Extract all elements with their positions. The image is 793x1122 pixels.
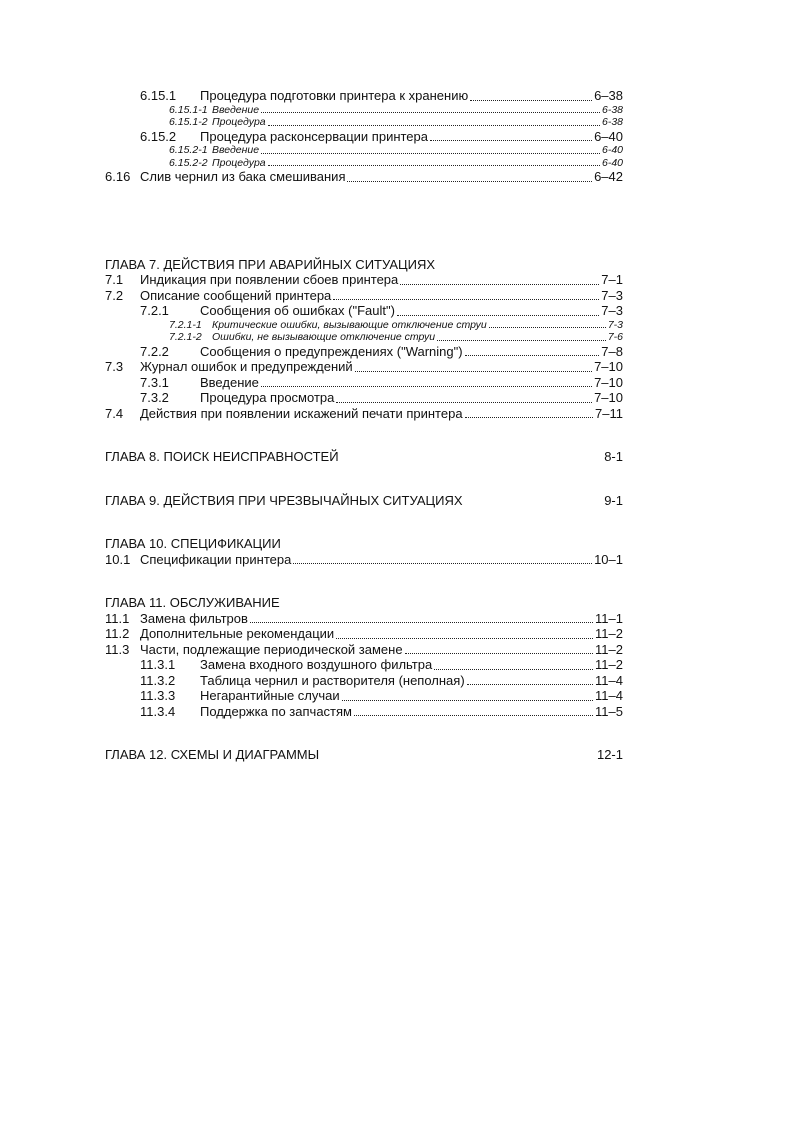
toc-entry-row	[105, 303, 623, 319]
dotted-leader	[467, 684, 593, 685]
toc-entry-title: Негарантийные случаи	[200, 688, 340, 703]
toc-entry-title: Действия при появлении искажений печати принтера	[140, 405, 463, 421]
toc-entry-row	[105, 169, 623, 185]
toc-entry-row	[105, 319, 623, 332]
toc-entry-number: 11.1	[105, 610, 130, 626]
toc-entry-page-number: 11–2	[595, 641, 623, 657]
dotted-leader	[470, 100, 592, 101]
toc-entry-page-number: 7–10	[594, 374, 623, 390]
toc-entry-page-number: 6-38	[601, 103, 623, 116]
toc-entry-title: Введение	[212, 103, 260, 116]
chapter-heading-title: ГЛАВА 7. ДЕЙСТВИЯ ПРИ АВАРИЙНЫХ СИТУАЦИЯХ	[105, 256, 436, 272]
toc-entry-row	[105, 144, 623, 157]
toc-entry-row	[105, 359, 623, 375]
toc-entry-title: Части, подлежащие периодической замене	[140, 641, 403, 657]
dotted-leader	[293, 563, 592, 564]
dotted-leader	[465, 417, 593, 418]
dotted-leader	[437, 340, 606, 341]
toc-entry-title: Критические ошибки, вызывающие отключение струи	[212, 318, 487, 331]
toc-entry-number: 7.2.2	[140, 343, 169, 359]
toc-entry-page-number: 11–2	[595, 657, 623, 672]
toc-entry-number: 11.2	[105, 626, 130, 641]
toc-entry-page-number: 7–11	[595, 405, 623, 421]
dotted-leader	[268, 125, 600, 126]
toc-entry-page-number: 7–3	[601, 303, 623, 318]
dotted-leader	[405, 653, 593, 654]
toc-entry-number: 11.3.4	[140, 703, 176, 719]
toc-entry-page-number: 7-3	[607, 318, 623, 331]
toc-entry-number: 7.2.1-2	[169, 331, 202, 343]
toc-entry-row	[105, 626, 623, 642]
dotted-leader	[333, 299, 599, 300]
toc-entry-title: Процедура расконсервации принтера	[200, 128, 429, 144]
toc-entry-page-number: 7-6	[607, 331, 623, 343]
toc-entry-title: Слив чернил из бака смешивания	[140, 169, 346, 184]
toc-entry-number: 7.4	[105, 405, 124, 421]
toc-entry-row	[105, 88, 623, 104]
toc-entry-row	[105, 104, 623, 117]
dotted-leader	[261, 153, 600, 154]
dotted-leader	[336, 402, 592, 403]
toc-entry-page-number: 12-1	[596, 747, 623, 762]
chapter-heading-title: ГЛАВА 11. ОБСЛУЖИВАНИЕ	[105, 595, 280, 610]
toc-entry-row	[105, 406, 623, 422]
toc-entry-page-number: 6–38	[594, 88, 623, 103]
toc-entry-row	[105, 642, 623, 658]
dotted-leader	[347, 181, 592, 182]
toc-entry-title: Поддержка по запчастям	[200, 703, 352, 719]
dotted-leader	[355, 371, 592, 372]
toc-entry-page-number: 7–3	[601, 287, 623, 303]
toc-entry-title: Журнал ошибок и предупреждений	[140, 359, 353, 374]
toc-entry-page-number: 8-1	[604, 449, 623, 464]
toc-entry-number: 7.3.1	[140, 374, 169, 390]
toc-entry-page-number: 11–1	[595, 610, 623, 626]
toc-entry-row	[105, 688, 623, 704]
toc-entry-title: Описание сообщений принтера	[140, 287, 332, 303]
toc-entry-row	[105, 552, 623, 568]
dotted-leader	[261, 386, 592, 387]
toc-entry-page-number: 6–40	[594, 128, 623, 144]
toc-entry-row	[105, 116, 623, 129]
dotted-leader	[250, 622, 593, 623]
toc-entry-page-number: 6-38	[601, 116, 623, 128]
toc-entry-page-number: 11–5	[595, 703, 623, 719]
toc-entry-number: 7.3	[105, 359, 124, 374]
toc-entry-page-number: 6-40	[601, 144, 623, 156]
toc-entry-title: Введение	[212, 144, 260, 156]
toc-entry-title: Дополнительные рекомендации	[140, 626, 335, 641]
toc-entry-page-number: 11–2	[595, 626, 623, 641]
dotted-leader	[430, 140, 592, 141]
toc-entry-page-number: 7–10	[594, 359, 623, 374]
toc-section	[105, 88, 623, 185]
toc-entry-title: Процедура	[212, 116, 266, 128]
toc-section	[105, 747, 623, 763]
dotted-leader	[489, 327, 606, 328]
toc-entry-row	[105, 272, 623, 288]
toc-entry-number: 7.2.1-1	[169, 318, 202, 331]
toc-entry-title: Спецификации принтера	[140, 551, 292, 567]
toc-section	[105, 595, 623, 719]
toc-entry-row	[105, 344, 623, 360]
toc-entry-number: 6.15.1-2	[169, 116, 208, 128]
toc-entry-row	[105, 157, 623, 170]
chapter-heading-row	[105, 449, 623, 465]
dotted-leader	[354, 715, 593, 716]
toc-entry-title: Таблица чернил и растворителя (неполная)	[200, 672, 465, 688]
toc-entry-number: 10.1	[105, 551, 131, 567]
toc-entry-row	[105, 129, 623, 145]
chapter-heading-title: ГЛАВА 8. ПОИСК НЕИСПРАВНОСТЕЙ	[105, 449, 339, 464]
toc-entry-title: Процедура подготовки принтера к хранению	[200, 88, 469, 103]
toc-entry-page-number: 7–8	[601, 343, 623, 359]
toc-entry-page-number: 7–10	[594, 390, 623, 405]
dotted-leader	[342, 700, 593, 701]
toc-entry-number: 7.1	[105, 272, 124, 287]
toc-entry-page-number: 7–1	[601, 272, 623, 287]
chapter-heading-row	[105, 257, 623, 273]
toc-entry-page-number: 6–42	[594, 169, 623, 184]
toc-entry-row	[105, 704, 623, 720]
toc-entry-number: 7.3.2	[140, 390, 169, 405]
toc-entry-page-number: 11–4	[595, 688, 623, 703]
toc-entry-title: Замена фильтров	[140, 610, 248, 626]
chapter-heading-title: ГЛАВА 12. СХЕМЫ И ДИАГРАММЫ	[105, 747, 320, 762]
dotted-leader	[400, 284, 599, 285]
toc-section	[105, 449, 623, 465]
toc-entry-row	[105, 657, 623, 673]
toc-entry-title: Замена входного воздушного фильтра	[200, 657, 433, 672]
toc-entry-page-number: 9-1	[604, 492, 623, 508]
toc-entry-number: 6.15.1	[140, 88, 177, 103]
toc-entry-page-number: 10–1	[594, 551, 623, 567]
toc-entry-number: 7.2.1	[140, 303, 169, 318]
toc-entry-row	[105, 390, 623, 406]
toc-entry-row	[105, 611, 623, 627]
toc-entry-number: 11.3	[105, 641, 130, 657]
toc-entry-number: 11.3.1	[140, 657, 176, 672]
toc-entry-number: 11.3.2	[140, 672, 176, 688]
toc-entry-row	[105, 331, 623, 344]
toc-section	[105, 257, 623, 422]
chapter-heading-row	[105, 493, 623, 509]
toc-entry-row	[105, 288, 623, 304]
toc-entry-title: Сообщения о предупреждениях ("Warning")	[200, 343, 463, 359]
chapter-heading-row	[105, 747, 623, 763]
chapter-heading-title: ГЛАВА 10. СПЕЦИФИКАЦИИ	[105, 536, 281, 551]
toc-entry-row	[105, 673, 623, 689]
dotted-leader	[336, 638, 593, 639]
toc-entry-number: 6.15.1-1	[169, 103, 208, 116]
chapter-heading-title: ГЛАВА 9. ДЕЙСТВИЯ ПРИ ЧРЕЗВЫЧАЙНЫХ СИТУАЦИЯХ	[105, 492, 463, 508]
dotted-leader	[465, 355, 600, 356]
toc-entry-number: 11.3.3	[140, 688, 176, 703]
toc-entry-number: 6.15.2-2	[169, 156, 208, 169]
table-of-contents	[105, 88, 623, 791]
dotted-leader	[397, 315, 599, 316]
toc-entry-number: 7.2	[105, 287, 124, 303]
toc-entry-page-number: 6-40	[601, 156, 623, 169]
dotted-leader	[268, 165, 600, 166]
chapter-heading-row	[105, 536, 623, 552]
toc-section	[105, 493, 623, 509]
dotted-leader	[261, 112, 600, 113]
toc-entry-title: Процедура просмотра	[200, 390, 335, 405]
chapter-heading-row	[105, 595, 623, 611]
toc-entry-title: Процедура	[212, 156, 266, 169]
toc-entry-title: Введение	[200, 374, 259, 390]
toc-entry-number: 6.15.2-1	[169, 144, 208, 156]
toc-entry-title: Индикация при появлении сбоев принтера	[140, 272, 399, 287]
toc-entry-number: 6.16	[105, 169, 131, 184]
toc-section	[105, 536, 623, 567]
toc-entry-title: Ошибки, не вызывающие отключение струи	[212, 331, 436, 343]
toc-entry-row	[105, 375, 623, 391]
toc-entry-title: Сообщения об ошибках ("Fault")	[200, 303, 395, 318]
toc-entry-page-number: 11–4	[595, 672, 623, 688]
dotted-leader	[434, 669, 593, 670]
toc-entry-number: 6.15.2	[140, 128, 177, 144]
